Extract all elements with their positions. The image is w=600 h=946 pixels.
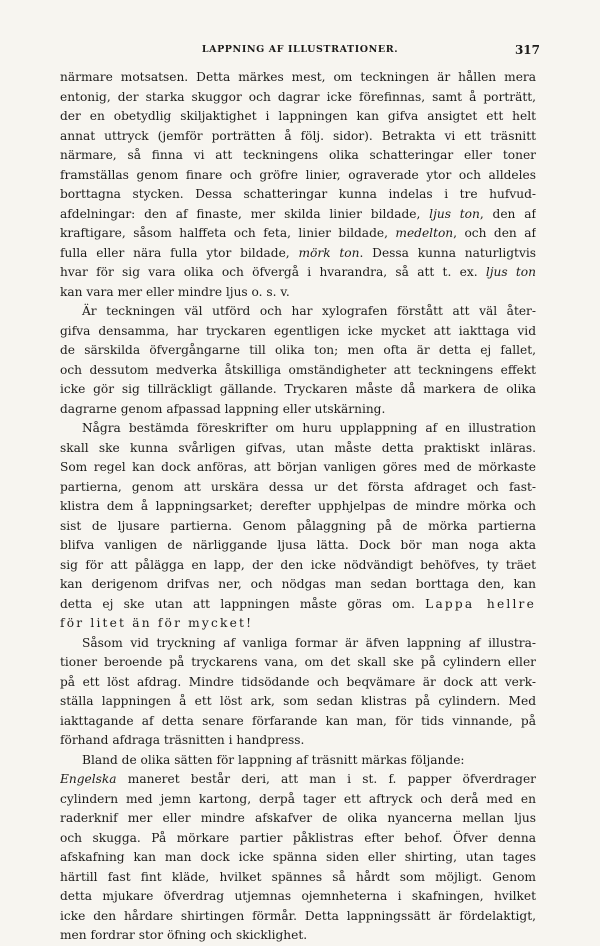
- line-text: kan derigenom drifvas ner, och nödgas man sedan borttaga den, kan: [60, 577, 536, 591]
- page-number: 317: [514, 43, 540, 57]
- text-line: [60, 614, 536, 634]
- text-line: [60, 868, 536, 888]
- line-text: blifva vanligen de närliggande ljusa lätta. Dock bör man noga akta: [60, 538, 536, 552]
- line-text: Som regel kan dock anföras, att början vanligen göres med de mörkaste: [60, 460, 536, 474]
- line-text: iakttagande af detta senare förfarande kan man, för tids vinnande, på: [60, 713, 536, 728]
- line-text: entonig, der starka skuggor och dagrar icke förefinnas, samt å porträtt,: [60, 89, 536, 104]
- text-line: [60, 458, 536, 478]
- line-text: närmare motsatsen. Detta märkes mest, om teckningen är hållen mera: [60, 70, 536, 84]
- text-line: [60, 595, 536, 615]
- line-text: och skugga. På mörkare partier påklistras efter behof. Öfver denna: [60, 830, 536, 845]
- line-text: härtill fast fint kläde, hvilket spännes så hårdt som möjligt. Genom: [60, 869, 536, 884]
- line-text: fulla eller nära fulla ytor bildade, mörk ton. Dessa kunna naturligtvis: [60, 245, 536, 260]
- text-line: [60, 341, 536, 361]
- text-line: [60, 146, 536, 166]
- text-line: [60, 556, 536, 576]
- line-text: afskafning kan man dock icke spänna siden eller shirting, utan tages: [60, 850, 536, 864]
- text-line: [60, 653, 536, 673]
- text-line: [60, 517, 536, 537]
- line-text: icke gör sig tillräckligt gällande. Tryckaren måste då markera de olika: [60, 382, 536, 396]
- line-text: och dessutom medverka åtskilliga omständigheter att teckningens effekt: [60, 362, 536, 377]
- line-text: framställas genom finare och gröfre linier, ograverade ytor och alldeles: [60, 167, 536, 182]
- line-text: Såsom vid tryckning af vanliga formar är äfven lappning af illustra-: [82, 635, 536, 650]
- text-line: [60, 380, 536, 400]
- text-line: [60, 790, 536, 810]
- text-line: [60, 829, 536, 849]
- text-line: [60, 478, 536, 498]
- text-line: [60, 926, 536, 946]
- text-line: [60, 712, 536, 732]
- line-text: gifva densamma, har tryckaren egentligen icke mycket att iakttaga vid: [60, 323, 536, 338]
- text-line: [60, 244, 536, 264]
- text-line: [60, 575, 536, 595]
- emphasis-text: Lappa hellre: [425, 596, 536, 611]
- line-text: detta mjukare öfverdrag utjemnas ojemnheterna i skafningen, hvilket: [60, 889, 536, 903]
- text-line: [60, 809, 536, 829]
- line-text: Några bestämda föreskrifter om huru upplappning af en illustration: [82, 421, 536, 435]
- text-line: [60, 692, 536, 712]
- text-line: [60, 107, 536, 127]
- line-text: annat uttryck (jemför porträtten å följ. sidor). Betrakta vi ett träsnitt: [60, 128, 536, 143]
- line-text: sig för att pålägga en lapp, der den icke nödvändigt behöfves, ty träet: [60, 557, 536, 572]
- emphasis-text: för litet än för mycket!: [60, 616, 254, 630]
- text-line: [60, 361, 536, 381]
- text-line: [60, 68, 536, 88]
- text-line: [60, 88, 536, 108]
- line-text: hvar för sig vara olika och öfvergå i hvarandra, så att t. ex. ljus ton: [60, 265, 536, 279]
- text-line: [60, 439, 536, 459]
- text-line: [60, 770, 536, 790]
- text-line: [60, 751, 536, 771]
- line-text: klistra dem å lappningsarket; derefter upphjelpas de mindre mörka och: [60, 499, 536, 513]
- line-text: raderknif mer eller mindre afskafver de olika nyancerna mellan ljus: [60, 811, 536, 825]
- line-text: tioner beroende på tryckarens vana, om det skall ske på cylindern eller: [60, 655, 536, 669]
- body-text: [60, 68, 536, 946]
- text-line: [60, 887, 536, 907]
- text-line: [60, 166, 536, 186]
- text-line: [60, 205, 536, 225]
- text-line: [60, 263, 536, 283]
- text-line: [60, 731, 536, 751]
- line-text: ställa lappningen å ett löst ark, som sedan klistras på cylindern. Med: [60, 694, 536, 708]
- line-text: kan vara mer eller mindre ljus o. s. v.: [60, 284, 290, 299]
- page-header: [60, 44, 540, 60]
- line-text: sist de ljusare partierna. Genom pålaggning på de mörka partierna: [60, 518, 536, 533]
- line-text: skall ske kunna svårligen gifvas, utan måste detta praktiskt inläras.: [60, 440, 536, 455]
- line-text: afdelningar: den af finaste, mer skilda linier bildade, ljus ton, den af: [60, 206, 536, 221]
- line-text: icke den hårdare shirtingen förmår. Detta lappningssätt är fördelaktigt,: [60, 908, 536, 923]
- text-line: [60, 497, 536, 517]
- text-line: [60, 127, 536, 147]
- text-line: [60, 283, 536, 303]
- line-text: närmare, så finna vi att teckningens olika schatteringar eller toner: [60, 148, 536, 162]
- text-line: [60, 848, 536, 868]
- text-line: [60, 536, 536, 556]
- line-text: dagrarne genom afpassad lappning eller utskärning.: [60, 401, 386, 416]
- text-line: [60, 400, 536, 420]
- line-text: kraftigare, såsom halffeta och feta, linier bildade, medelton, och den af: [60, 226, 536, 240]
- line-text: borttagna stycken. Dessa schatteringar kunna indelas i tre hufvud-: [60, 187, 536, 201]
- text-line: [60, 673, 536, 693]
- line-text: Engelska maneret består deri, att man i st. f. papper öfverdrager: [60, 772, 536, 786]
- line-text: der en obetydlig skiljaktighet i lappningen kan gifva ansigtet ett helt: [60, 109, 536, 123]
- line-text: de särskilda öfvergångarne till olika ton; men ofta är detta ej fallet,: [60, 343, 536, 357]
- line-text: förhand afdraga träsnitten i handpress.: [60, 733, 305, 747]
- text-line: [60, 224, 536, 244]
- line-text: Är teckningen väl utförd och har xylografen förstått att väl åter-: [82, 304, 536, 318]
- running-head: LAPPNING AF ILLUSTRATIONER.: [201, 44, 399, 55]
- text-line: [60, 907, 536, 927]
- line-text: detta ej ske utan att lappningen måste göras om.: [60, 596, 415, 611]
- text-line: [60, 185, 536, 205]
- line-text: Bland de olika sätten för lappning af träsnitt märkas följande:: [82, 752, 465, 767]
- line-text: på ett löst afdrag. Mindre tidsödande och beqvämare är dock att verk-: [60, 674, 536, 689]
- text-line: [60, 634, 536, 654]
- text-line: [60, 302, 536, 322]
- line-text: men fordrar stor öfning och skicklighet.: [60, 928, 308, 942]
- text-line: [60, 322, 536, 342]
- text-line: [60, 419, 536, 439]
- line-text: cylindern med jemn kartong, derpå tager ett aftryck och derå med en: [60, 791, 536, 806]
- line-text: partierna, genom att urskära dessa ur det första afdraget och fast-: [60, 479, 536, 494]
